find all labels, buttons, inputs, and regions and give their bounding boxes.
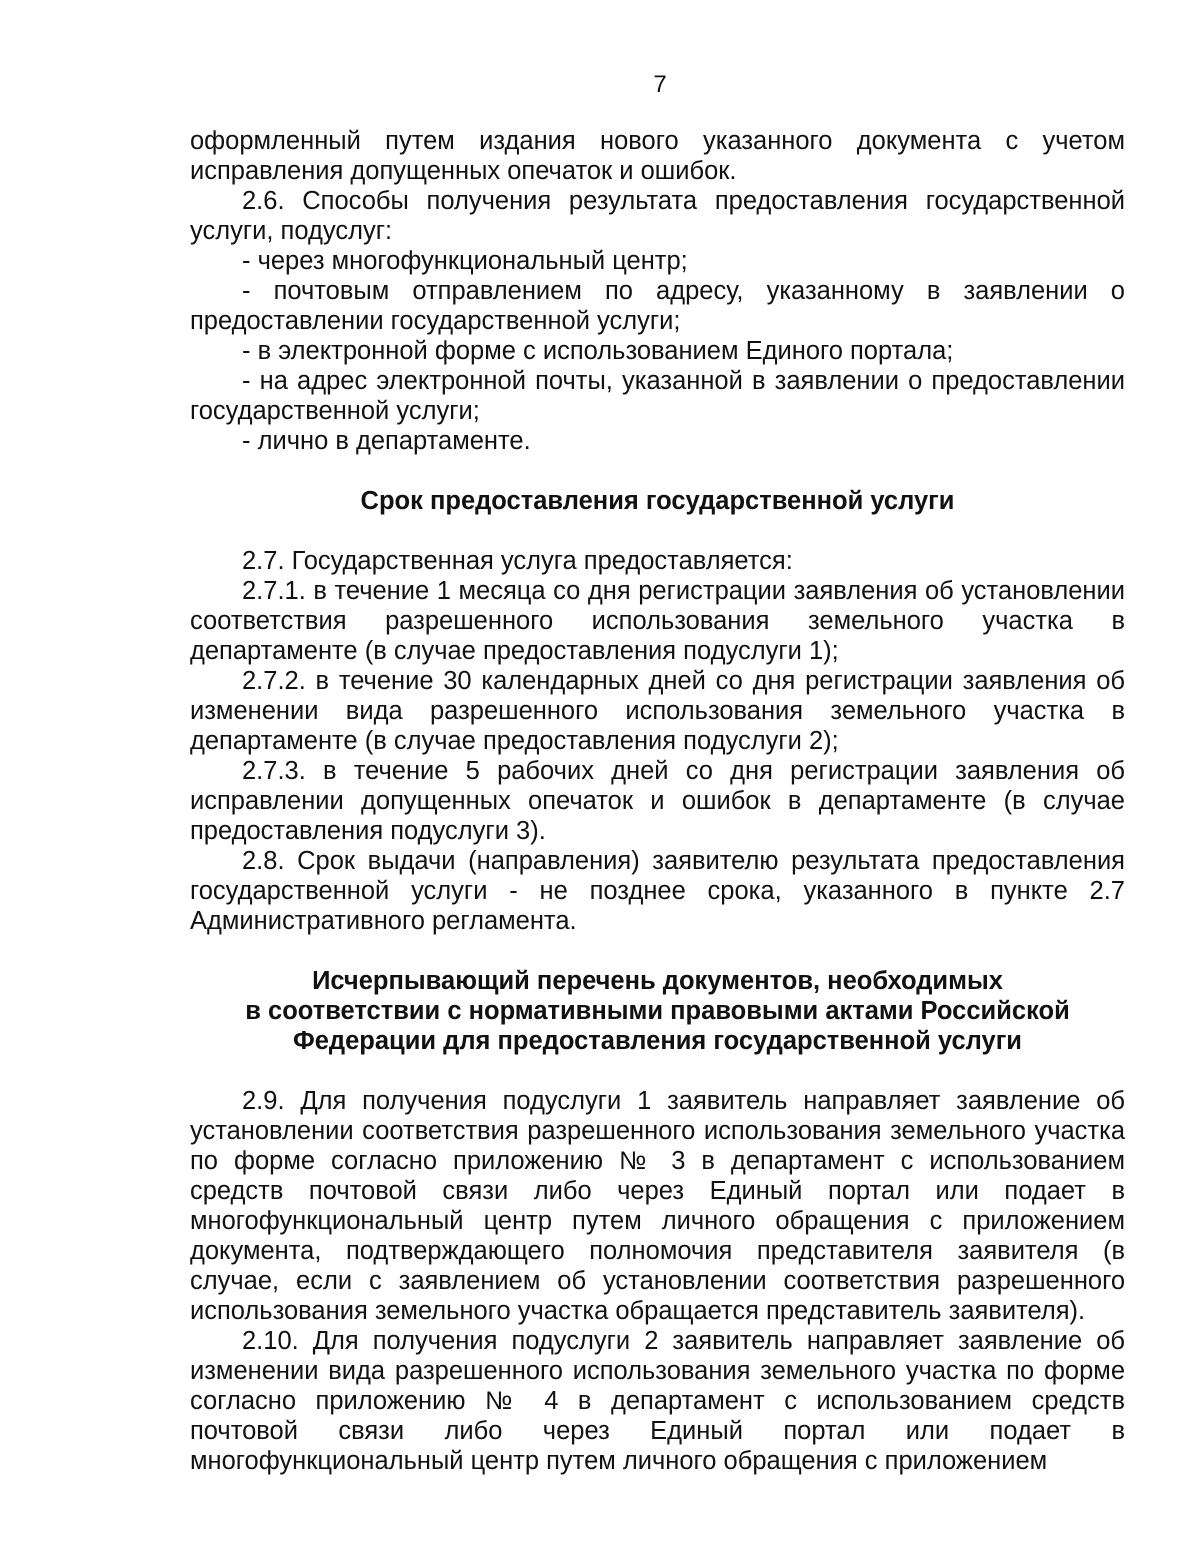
section-heading-documents <box>190 966 1125 1056</box>
heading-line: Срок предоставления государственной услуги <box>360 487 955 515</box>
paragraph-2-10: 2.10. Для получения подуслуги 2 заявитель направляет заявление об изменении вида разрешенного использования земельного участка по форме согласно приложению № 4 в департамент с использованием средств почтовой связи либо через Единый портал или подает в многофункциональный центр путем личного обращения с приложением <box>190 1327 1125 1475</box>
paragraph-2-7: 2.7. Государственная услуга предоставляется: <box>242 547 793 575</box>
heading-line: в соответствии с нормативными правовыми актами Российской <box>245 997 1070 1025</box>
heading-line: Исчерпывающий перечень документов, необходимых <box>312 967 1003 995</box>
list-item-mfc: - через многофункциональный центр; <box>242 247 688 275</box>
paragraph-2-7-3: 2.7.3. в течение 5 рабочих дней со дня регистрации заявления об исправлении допущенных опечаток и ошибок в департаменте (в случае предоставления подуслуги 3). <box>190 757 1125 845</box>
page-number: 7 <box>653 71 667 98</box>
paragraph-2-7-2: 2.7.2. в течение 30 календарных дней со дня регистрации заявления об изменении вида разрешенного использования земельного участка в департаменте (в случае предоставления подуслуги 2); <box>190 667 1125 755</box>
list-item-in-person: - лично в департаменте. <box>242 427 531 455</box>
list-item-electronic: - в электронной форме с использованием Единого портала; <box>242 337 954 365</box>
paragraph-continuation: оформленный путем издания нового указанного документа с учетом исправления допущенных опечаток и ошибок. <box>190 127 1125 185</box>
paragraph-2-9: 2.9. Для получения подуслуги 1 заявитель направляет заявление об установлении соответствия разрешенного использования земельного участка по форме согласно приложению № 3 в департамент с использованием средств почтовой связи либо через Единый портал или подает в многофункциональный центр путем личного обращения с приложением документа, подтверждающего полномочия представителя заявителя (в случае, если с заявлением об установлении соответствия разрешенного использования земельного участка обращается представитель заявителя). <box>190 1087 1125 1325</box>
heading-line: Федерации для предоставления государственной услуги <box>292 1027 1022 1055</box>
paragraph-2-6: 2.6. Способы получения результата предоставления государственной услуги, подуслуг: <box>190 187 1125 245</box>
list-item-email: - на адрес электронной почты, указанной в заявлении о предоставлении государственной услуги; <box>190 367 1125 425</box>
document-body <box>190 126 1125 1476</box>
paragraph-2-7-1: 2.7.1. в течение 1 месяца со дня регистрации заявления об установлении соответствия разрешенного использования земельного участка в департаменте (в случае предоставления подуслуги 1); <box>190 577 1125 665</box>
section-heading-term <box>190 486 1125 516</box>
paragraph-2-8: 2.8. Срок выдачи (направления) заявителю результата предоставления государственной услуги - не позднее срока, указанного в пункте 2.7 Административного регламента. <box>190 847 1125 935</box>
list-item-post: - почтовым отправлением по адресу, указанному в заявлении о предоставлении государственной услуги; <box>190 277 1125 335</box>
